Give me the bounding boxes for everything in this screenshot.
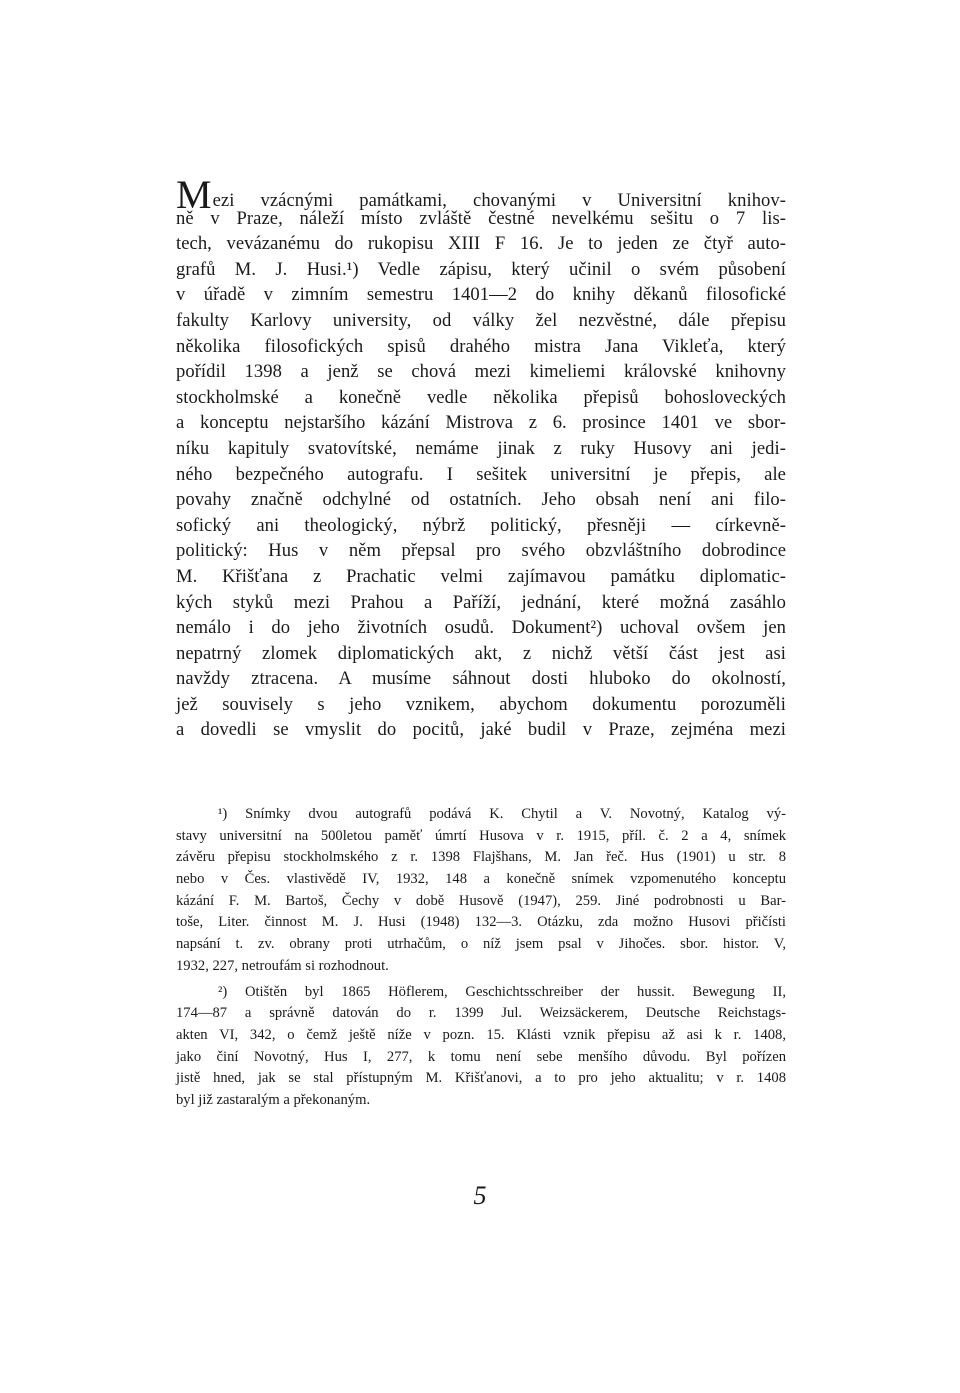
footnote-line: jako činí Novotný, Hus I, 277, k tomu není sebe menšího důvodu. Byl pořízen [176,1048,786,1065]
drop-cap: M [176,172,212,217]
footnote-line: jistě hned, jak se stal přístupným M. Křišťanovi, a to pro jeho aktualitu; v r. 1408 [176,1070,786,1087]
body-line: sofický ani theologický, nýbrž politický, přesněji — církevně- [176,514,786,536]
footnote-line: akten VI, 342, o čemž ještě níže v pozn. 15. Klásti vznik přepisu až asi k r. 1408, [176,1026,786,1043]
body-line: povahy značně odchylné od ostatních. Jeho obsah není ani filo- [176,489,786,511]
body-line: několika filosofických spisů drahého mistra Jana Vikleťa, který [176,335,786,357]
footnote-line: ²) Otištěn byl 1865 Höflerem, Geschichtsschreiber der hussit. Bewegung II, [218,983,786,1000]
footnote-2 [176,982,786,1112]
footnote-line: ¹) Snímky dvou autografů podává K. Chytil a V. Novotný, Katalog vý- [218,806,786,822]
body-line: stockholmské a konečně vedle několika přepisů bohosloveckých [176,386,786,408]
body-line: nemálo i do jeho životních osudů. Dokument²) uchoval ovšem jen [176,617,786,639]
body-line: grafů M. J. Husi.¹) Vedle zápisu, který učinil o svém působení [176,258,786,280]
body-line: M. Křišťana z Prachatic velmi zajímavou památku diplomatic- [176,565,786,587]
body-line: navždy ztracena. A musíme sáhnout dosti hluboko do okolností, [176,668,786,690]
body-line: pořídil 1398 a jenž se chová mezi kimeliemi královské knihovny [176,361,786,383]
body-line: a konceptu nejstaršího kázání Mistrova z 6. prosince 1401 ve sbor- [176,412,786,434]
footnote-line: byl již zastaralým a překonaným. [176,1091,371,1108]
footnote-line: závěru přepisu stockholmského z r. 1398 Flajšhans, M. Jan řeč. Hus (1901) u str. 8 [176,849,786,866]
body-line: fakulty Karlovy university, od války žel nezvěstné, dále přepisu [176,309,786,331]
body-line: ného bezpečného autografu. I sešitek universitní je přepis, ale [176,463,786,485]
body-text [176,172,786,743]
page-number: 5 [473,1181,487,1210]
body-line: tech, vevázanému do rukopisu XIII F 16. Je to jeden ze čtyř auto- [176,233,786,255]
footnote-line: napsání t. zv. obrany proti utrhačům, o níž jsem psal v Jihočes. sbor. histor. V, [176,936,786,953]
footnote-line: 174—87 a správně datován do r. 1399 Jul. Weizsäckerem, Deutsche Reichstags- [176,1005,786,1022]
footnote-line: nebo v Čes. vlastivědě IV, 1932, 148 a konečně snímek vzpomenutého konceptu [176,871,786,888]
body-line: a dovedli se vmyslit do pocitů, jaké budil v Praze, zejména mezi [176,719,786,741]
body-line: ně v Praze, náleží místo zvláště čestné nevelkému sešitu o 7 lis- [176,207,786,229]
body-line: níku kapituly svatovítské, nemáme jinak z ruky Husovy ani jedi- [176,437,786,459]
footnote-line: kázání F. M. Bartoš, Čechy v době Husově (1947), 259. Jiné podrobnosti u Bar- [176,892,786,909]
body-line: nepatrný zlomek diplomatických akt, z nichž větší část jest asi [176,642,786,664]
first-line-text: ezi vzácnými památkami, chovanými v Universitní knihov- [212,190,786,211]
footnote-1 [176,804,786,978]
body-line: v úřadě v zimním semestru 1401—2 do knihy děkanů filosofické [176,284,786,306]
footnotes [176,804,786,1112]
body-line: kých styků mezi Prahou a Paříží, jednání, které možná zasáhlo [176,591,786,613]
footnote-line: toše, Liter. činnost M. J. Husi (1948) 132—3. Otázku, zda možno Husovi přičísti [176,914,786,931]
body-line-first [176,172,786,217]
body-line: politický: Hus v něm přepsal pro svého obzvláštního dobrodince [176,540,786,562]
footnote-line: 1932, 227, netroufám si rozhodnout. [176,957,389,974]
body-line: jež souvisely s jeho vznikem, abychom dokumentu porozuměli [176,693,786,715]
footnote-line: stavy universitní na 500letou paměť úmrtí Husova v r. 1915, příl. č. 2 a 4, snímek [176,827,786,844]
